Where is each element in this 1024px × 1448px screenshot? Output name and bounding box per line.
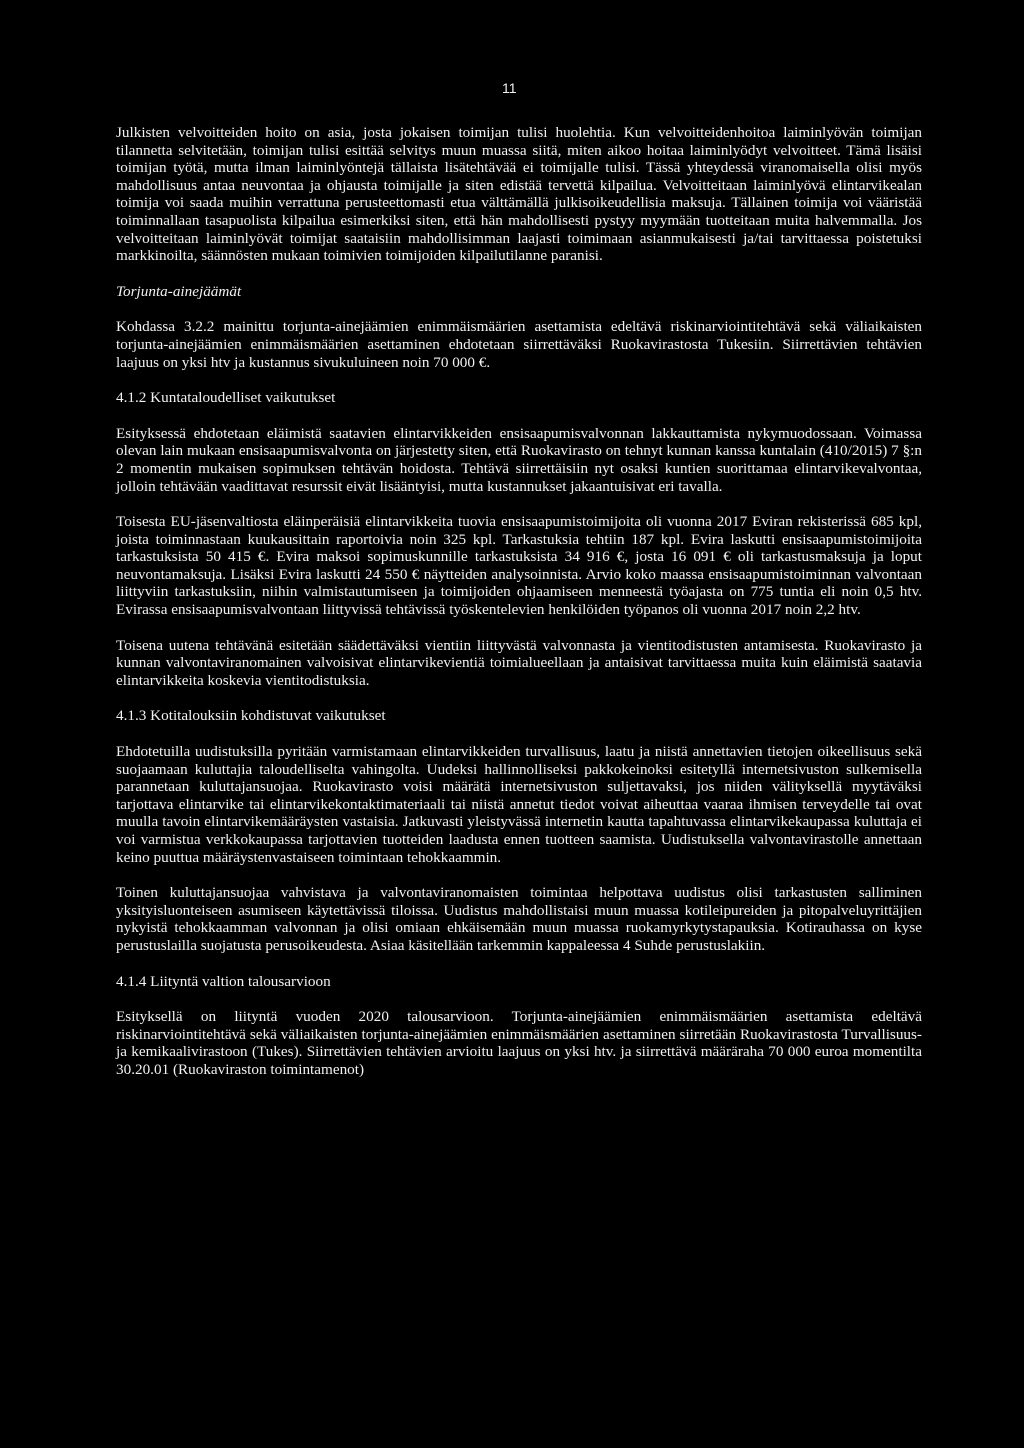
paragraph-first-arrival-control: Esityksessä ehdotetaan eläimistä saatavien elintarvikkeiden ensisaapumisvalvonnan lakkauttamista nykymuodossaan. Voimassa olevan lain mukaan ensisaapumisvalvonta on järjestetty siten, että Ruokavirasto on tehnyt kunnan kanssa kuntalain (410/2015) 7 §:n 2 momentin mukaisen sopimuksen tehtävän hoidosta. Tehtävä siirrettäisiin nyt osaksi kuntien suorittamaa elintarvikevalvontaa, jolloin tehtävään vaadittavat resurssit eivät lisääntyisi, mutta kustannukset jakaantuisivat eri tavalla. xyxy=(116,424,922,495)
paragraph-export-control: Toisena uutena tehtävänä esitetään säädettäväksi vientiin liittyvästä valvonnasta ja vientitodistusten antamisesta. Ruokavirasto ja kunnan valvontaviranomainen valvoisivat elintarvikevientiä toimialueellaan ja antaisivat tarvittaessa muita kuin eläimistä saatavia elintarvikkeita koskevia vientitodistuksia. xyxy=(116,636,922,689)
paragraph-state-budget: Esityksellä on liityntä vuoden 2020 talousarvioon. Torjunta-ainejäämien enimmäismäärien asettamista edeltävä riskinarviointitehtävä sekä väliaikaisten torjunta-ainejäämien enimmäismäärien asettaminen siirretään Ruokavirastosta Turvallisuus- ja kemikaalivirastoon (Tukes). Siirrettävien tehtävien arvioitu laajuus on yksi htv. ja siirrettävä määräraha 70 000 euroa momentilta 30.20.01 (Ruokaviraston toimintamenot) xyxy=(116,1008,922,1078)
paragraph-public-obligations: Julkisten velvoitteiden hoito on asia, josta jokaisen toimijan tulisi huolehtia. Kun velvoitteidenhoitoa laiminlyövän toimijan tilannetta selvitetään, toimijan tulisi esittää selvitys muun muassa siitä, miten aikoo hoitaa laiminlyödyt velvoitteet. Tämä lisäisi toimijan työtä, mutta ilman laiminlyöntejä tällaista lisätehtävää ei toimijalle tulisi. Tässä yhteydessä viranomaisella olisi myös mahdollisuus antaa neuvontaa ja ohjausta toimijalle ja siten edistää tervettä kilpailua. Velvoitteitaan laiminlyövä elintarvikealan toimija voi saada muihin verrattuna perusteettomasti etua välttämällä julkisoikeudellisia maksuja. Tällainen toimija voi vääristää toiminnallaan tasapuolista kilpailua esimerkiksi siten, että hän mahdollisesti pystyy myymään tuotteitaan muita halvemmalla. Jos velvoitteitaan laiminlyövät toimijat saataisiin mahdollisimman laajasti toimimaan asianmukaisesti ja/tai tarvittaessa poistetuksi markkinoilta, säännösten mukaan toimivien toimijoiden kilpailutilanne paranisi. xyxy=(116,124,922,265)
paragraph-private-premises-inspections: Toinen kuluttajansuojaa vahvistava ja valvontaviranomaisten toimintaa helpottava uudistus olisi tarkastusten salliminen yksityisluonteiseen asumiseen käytettävissä tiloissa. Uudistus mahdollistaisi muun muassa kotileipureiden ja pitopalveluyrittäjien nykyistä tehokkaamman valvonnan ja olisi omiaan ehkäisemään muun muassa ruokamyrkytystapauksia. Kotirauhassa on kyse perustuslailla suojatusta perusoikeudesta. Asiaa käsitellään tarkemmin kappaleessa 4 Suhde perustuslakiin. xyxy=(116,884,922,954)
subheading-pesticide-residues: Torjunta-ainejäämät xyxy=(116,282,242,300)
document-body xyxy=(116,124,922,1079)
section-heading-4-1-3: 4.1.3 Kotitalouksiin kohdistuvat vaikutukset xyxy=(116,707,386,725)
paragraph-pesticide-residues: Kohdassa 3.2.2 mainittu torjunta-ainejäämien enimmäismäärien asettamista edeltävä riskinarviointitehtävä sekä väliaikaisten torjunta-ainejäämien enimmäismäärien asettaminen ehdotetaan siirrettäväksi Ruokavirastosta Tukesiin. Siirrettävien tehtävien laajuus on yksi htv ja kustannus sivukuluineen noin 70 000 €. xyxy=(116,318,922,371)
section-heading-4-1-4: 4.1.4 Liityntä valtion talousarvioon xyxy=(116,972,331,990)
section-heading-4-1-2: 4.1.2 Kuntataloudelliset vaikutukset xyxy=(116,389,336,407)
paragraph-consumer-protection: Ehdotetuilla uudistuksilla pyritään varmistamaan elintarvikkeiden turvallisuus, laatu ja niistä annettavien tietojen oikeellisuus sekä suojaamaan kuluttajia taloudelliselta vahingolta. Uudeksi hallinnolliseksi pakkokeinoksi esitetyllä internetsivuston sulkemisella parannetaan kuluttajansuojaa. Ruokavirasto voisi määrätä internetsivuston suljettavaksi, jos niiden välityksellä myytäväksi tarjottava elintarvike tai elintarvikekontaktimateriaali tai niistä annetut tiedot voivat aiheuttaa vaaraa ihmisen terveydelle tai ovat muulla tavoin elintarvikemääräysten vastaisia. Jatkuvasti yleistyvässä internetin kautta tapahtuvassa elintarvikekaupassa kuluttaja ei voi varmistua verkkokaupassa tarjottavien tuotteiden laadusta ennen tuotteen saamista. Uudistuksella valvontavirastolle annettaan keino puuttua määräystenvastaiseen toimintaan tehokkaammin. xyxy=(116,743,922,866)
paragraph-evira-statistics: Toisesta EU-jäsenvaltiosta eläinperäisiä elintarvikkeita tuovia ensisaapumistoimijoita oli vuonna 2017 Eviran rekisterissä 685 kpl, joista toiminnastaan kuukausittain raportoivia noin 325 kpl. Tarkastuksia tehtiin 187 kpl. Evira laskutti ensisaapumistoimijoita tarkastuksista 50 415 €. Evira maksoi sopimuskunnille tarkastuksista 34 916 €, josta 16 091 € oli tarkastusmaksuja ja loput neuvontamaksuja. Lisäksi Evira laskutti 24 550 € näytteiden analysoinnista. Arvio koko maassa ensisaapumistoiminnan valvontaan liittyviin tarkastuksiin, niihin valmistautumiseen ja toimijoiden ohjaamiseen menneestä työajasta on 775 tuntia eli noin 0,5 htv. Evirassa ensisaapumisvalvontaan liittyvissä tehtävissä työskentelevien henkilöiden työpanos oli vuonna 2017 noin 2,2 htv. xyxy=(116,513,922,619)
page-number: 11 xyxy=(502,80,517,96)
